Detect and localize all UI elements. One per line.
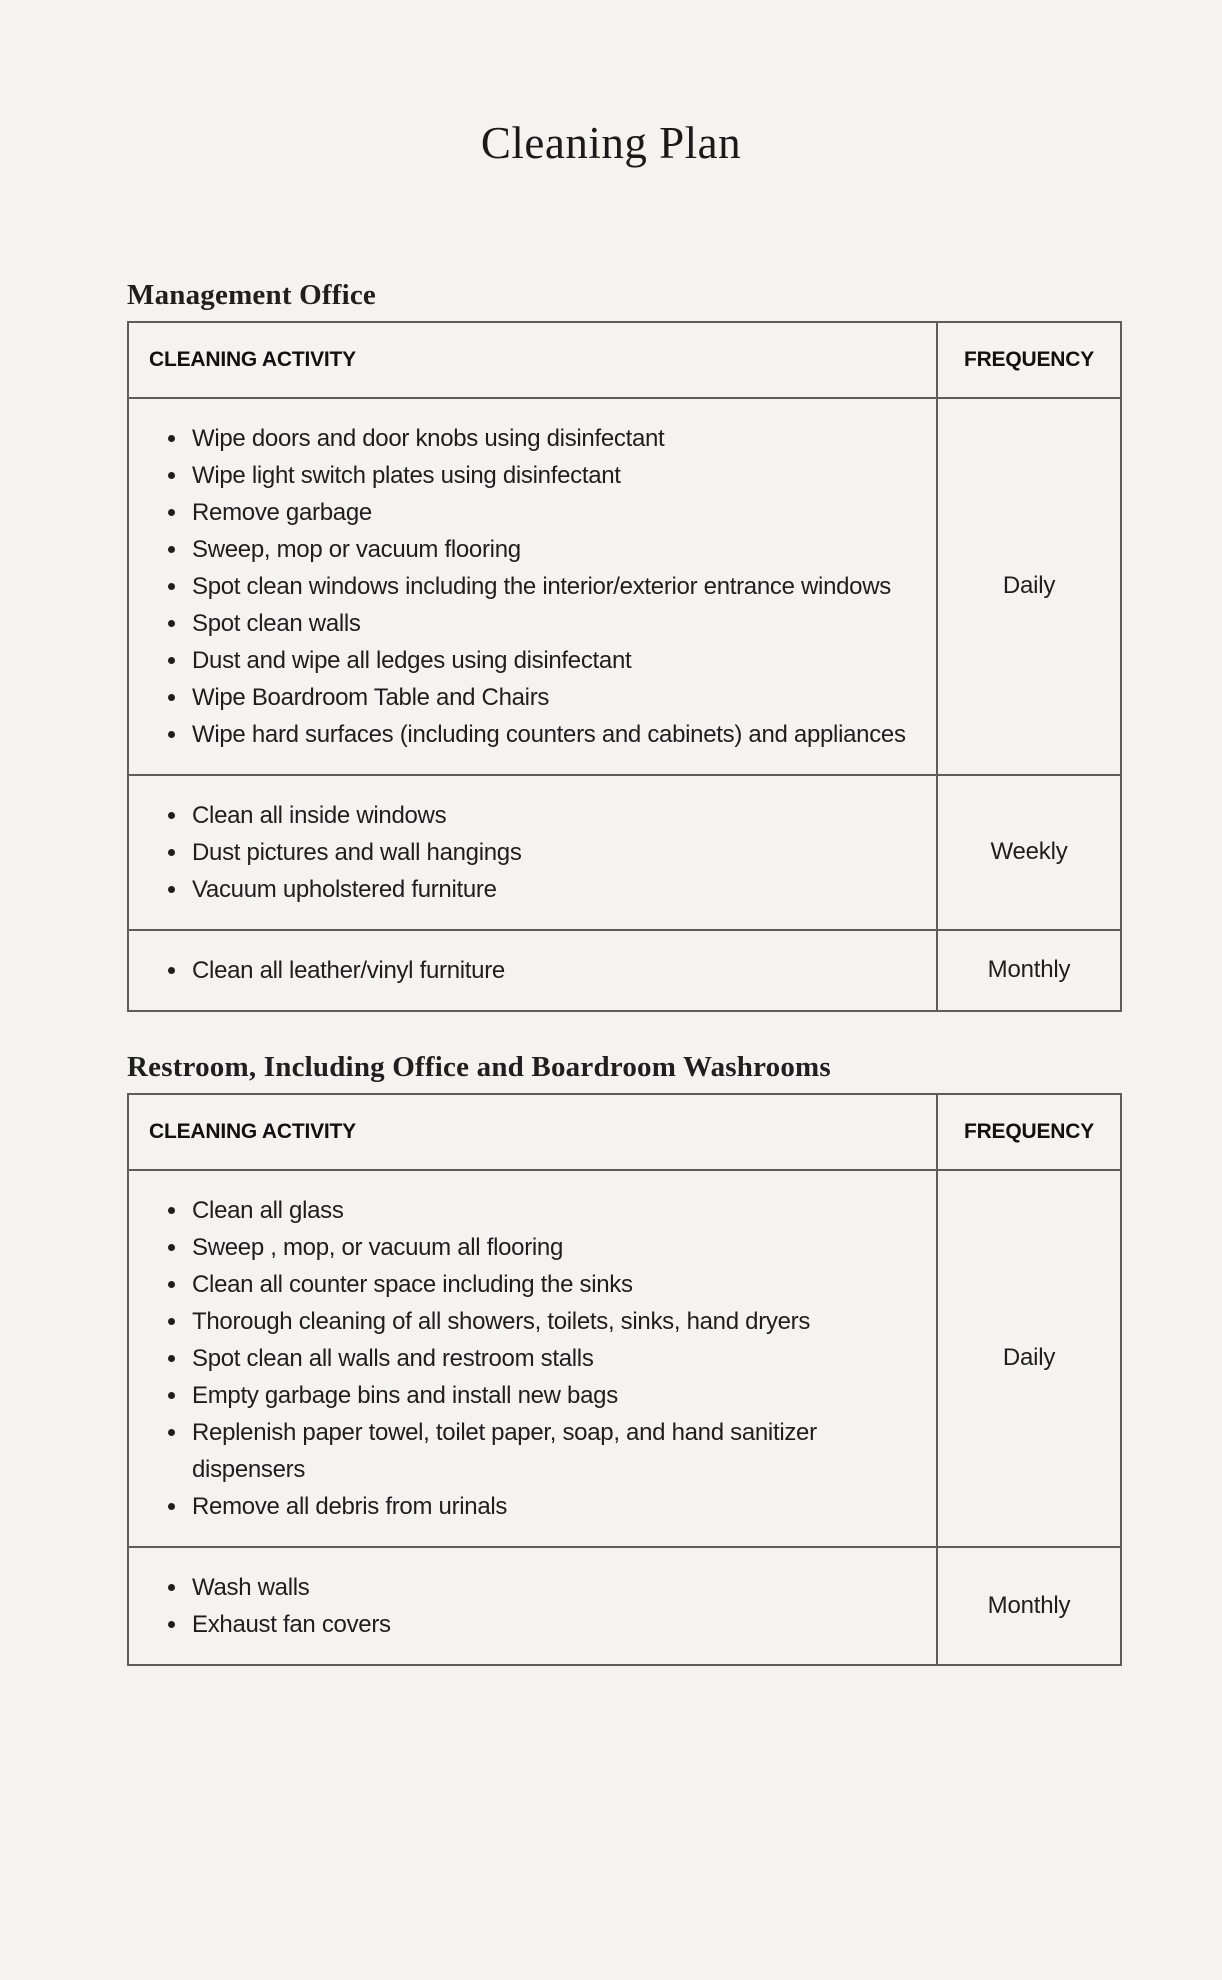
activity-item: Wipe Boardroom Table and Chairs — [149, 679, 924, 716]
column-header-cleaning-activity: CLEANING ACTIVITY — [128, 322, 937, 398]
activity-cell — [128, 930, 937, 1011]
activity-list — [149, 797, 924, 908]
frequency-value: Monthly — [937, 1547, 1121, 1665]
frequency-value: Daily — [937, 398, 1121, 775]
activity-item: Spot clean walls — [149, 605, 924, 642]
activity-item: Spot clean windows including the interior/exterior entrance windows — [149, 568, 924, 605]
table-row-monthly — [128, 1547, 1121, 1665]
activity-item: Dust and wipe all ledges using disinfectant — [149, 642, 924, 679]
activity-list — [149, 1192, 924, 1525]
table-header-row — [128, 322, 1121, 398]
activity-item: Clean all counter space including the sinks — [149, 1266, 924, 1303]
page-title: Cleaning Plan — [480, 118, 742, 168]
activity-list — [149, 420, 924, 753]
frequency-value: Weekly — [937, 775, 1121, 930]
activity-item: Vacuum upholstered furniture — [149, 871, 924, 908]
column-header-frequency: FREQUENCY — [937, 322, 1121, 398]
activity-item: Empty garbage bins and install new bags — [149, 1377, 924, 1414]
restroom-table — [127, 1093, 1122, 1666]
activity-item: Sweep , mop, or vacuum all flooring — [149, 1229, 924, 1266]
frequency-value: Daily — [937, 1170, 1121, 1547]
table-header-row — [128, 1094, 1121, 1170]
activity-item: Wipe hard surfaces (including counters and cabinets) and appliances — [149, 716, 924, 753]
activity-item: Clean all inside windows — [149, 797, 924, 834]
activity-cell — [128, 398, 937, 775]
column-header-frequency: FREQUENCY — [937, 1094, 1121, 1170]
activity-list — [149, 1569, 924, 1643]
table-row-daily — [128, 398, 1121, 775]
activity-item: Exhaust fan covers — [149, 1606, 924, 1643]
table-row-weekly — [128, 775, 1121, 930]
activity-item: Wipe doors and door knobs using disinfectant — [149, 420, 924, 457]
document-content — [127, 278, 1120, 1666]
management-office-table — [127, 321, 1122, 1012]
activity-item: Sweep, mop or vacuum flooring — [149, 531, 924, 568]
activity-item: Clean all leather/vinyl furniture — [149, 952, 924, 989]
activity-list — [149, 952, 924, 989]
activity-item: Replenish paper towel, toilet paper, soap, and hand sanitizer dispensers — [149, 1414, 924, 1488]
table-row-monthly — [128, 930, 1121, 1011]
activity-item: Wipe light switch plates using disinfectant — [149, 457, 924, 494]
activity-item: Remove all debris from urinals — [149, 1488, 924, 1525]
activity-cell — [128, 1547, 937, 1665]
activity-item: Spot clean all walls and restroom stalls — [149, 1340, 924, 1377]
table-row-daily — [128, 1170, 1121, 1547]
activity-item: Thorough cleaning of all showers, toilets, sinks, hand dryers — [149, 1303, 924, 1340]
section-heading-restroom: Restroom, Including Office and Boardroom Washrooms — [127, 1050, 831, 1083]
section-heading-management-office: Management Office — [127, 279, 377, 311]
activity-cell — [128, 1170, 937, 1547]
activity-item: Dust pictures and wall hangings — [149, 834, 924, 871]
document-page — [0, 116, 1222, 1666]
column-header-cleaning-activity: CLEANING ACTIVITY — [128, 1094, 937, 1170]
activity-item: Remove garbage — [149, 494, 924, 531]
activity-item: Clean all glass — [149, 1192, 924, 1229]
activity-item: Wash walls — [149, 1569, 924, 1606]
activity-cell — [128, 775, 937, 930]
frequency-value: Monthly — [937, 930, 1121, 1011]
